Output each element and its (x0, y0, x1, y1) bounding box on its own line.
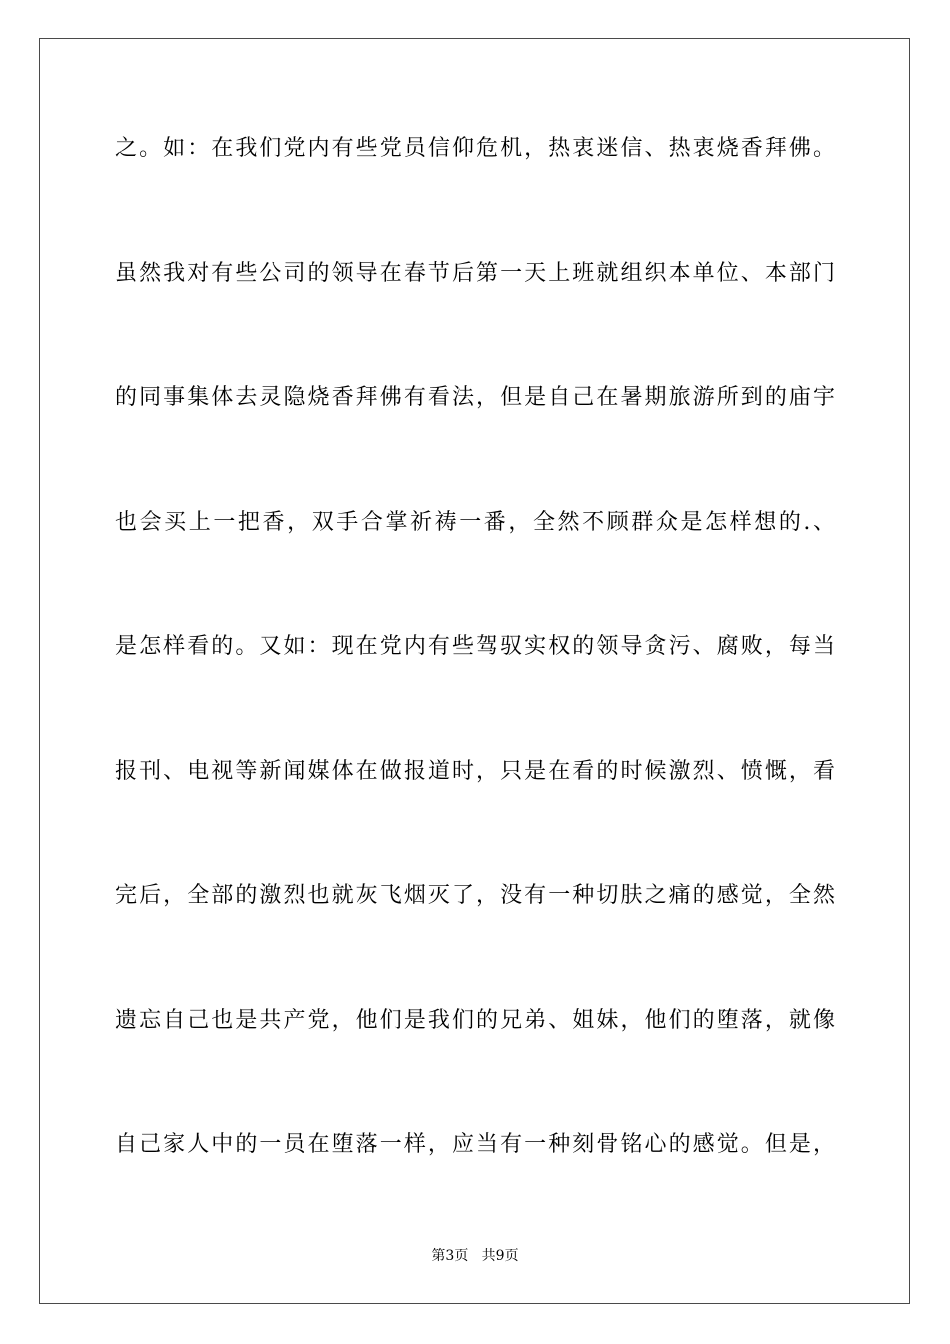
text-line: 也会买上一把香，双手合掌祈祷一番，全然不顾群众是怎样想的.、 (115, 510, 835, 535)
page-border (39, 38, 910, 1304)
text-line: 完后，全部的激烈也就灰飞烟灭了，没有一种切肤之痛的感觉，全然 (115, 883, 835, 908)
text-line: 自己家人中的一员在堕落一样，应当有一种刻骨铭心的感觉。但是， (115, 1132, 835, 1157)
text-line: 遗忘自己也是共产党，他们是我们的兄弟、姐妹，他们的堕落，就像 (115, 1008, 835, 1033)
text-line: 的同事集体去灵隐烧香拜佛有看法，但是自己在暑期旅游所到的庙宇 (115, 385, 835, 410)
text-line: 报刊、电视等新闻媒体在做报道时，只是在看的时候激烈、愤慨，看 (115, 759, 835, 784)
text-line: 是怎样看的。又如：现在党内有些驾驭实权的领导贪污、腐败，每当 (115, 634, 835, 659)
page-number-footer: 第3页 共9页 (431, 1248, 519, 1264)
text-line: 之。如：在我们党内有些党员信仰危机，热衷迷信、热衷烧香拜佛。 (115, 136, 835, 161)
text-line: 虽然我对有些公司的领导在春节后第一天上班就组织本单位、本部门 (115, 261, 835, 286)
